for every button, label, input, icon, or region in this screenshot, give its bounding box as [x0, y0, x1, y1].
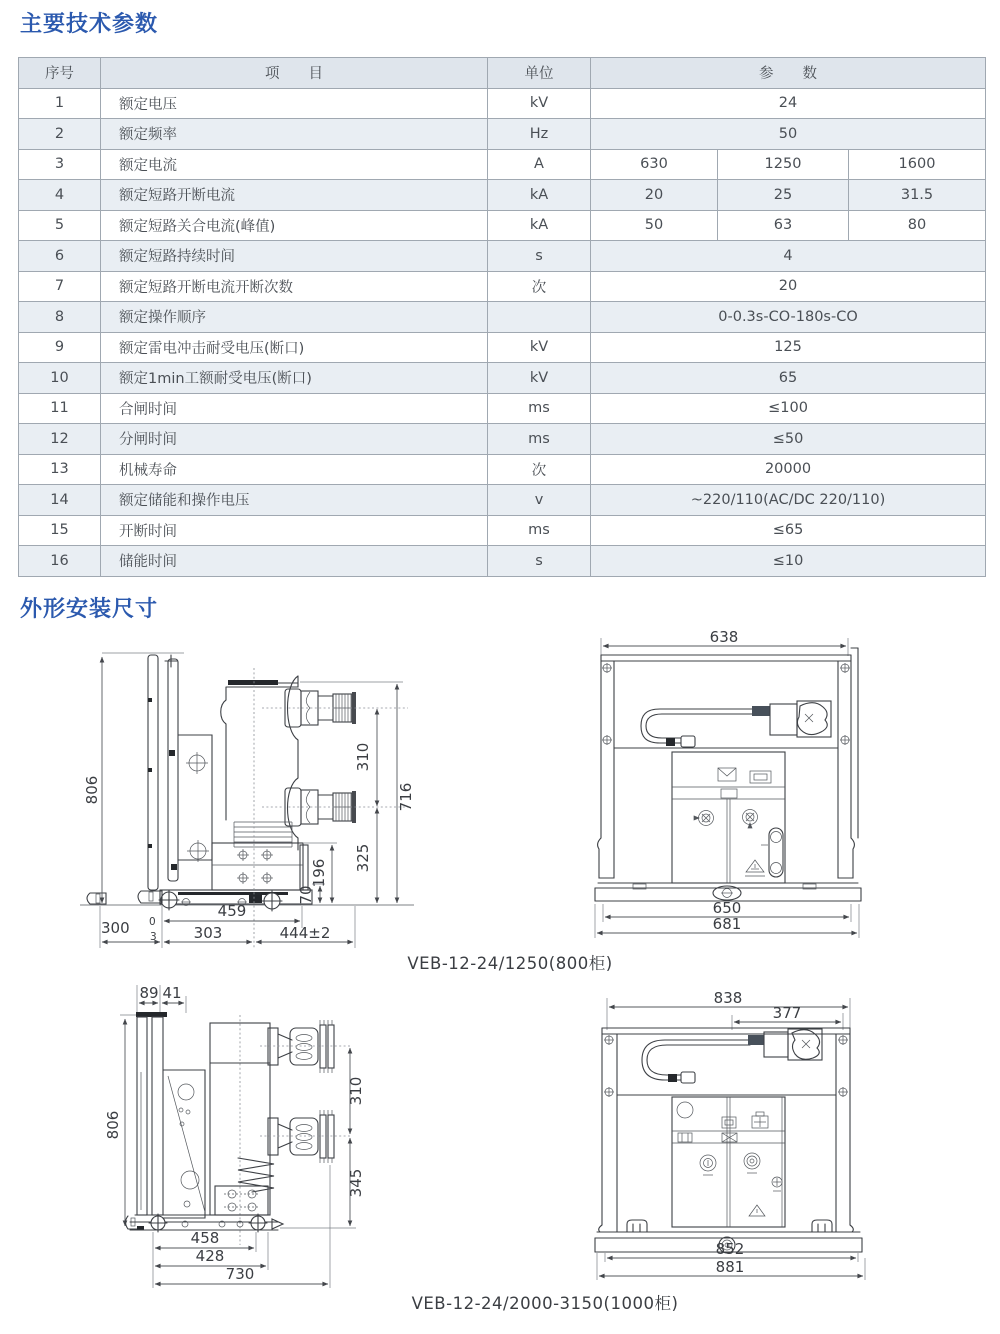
- cell-unit: kA: [488, 210, 591, 241]
- cell-item: 额定短路关合电流(峰值): [101, 210, 488, 241]
- dim-444: 444±2: [279, 924, 331, 942]
- cell-item: 合闸时间: [101, 393, 488, 424]
- cell-no: 5: [19, 210, 101, 241]
- table-row: [19, 271, 986, 302]
- cell-item: 开断时间: [101, 515, 488, 546]
- drawing-side-view-800: [78, 632, 420, 962]
- section2-title: 外形安装尺寸: [20, 597, 159, 622]
- cell-item: 额定电流: [101, 149, 488, 180]
- table-row: [19, 332, 986, 363]
- cell-item: 额定1min工额耐受电压(断口): [101, 363, 488, 394]
- header-item: 项 目: [101, 58, 488, 89]
- dim-89: 89: [139, 984, 159, 1002]
- drawing-side-view-1000: [98, 978, 384, 1296]
- dim-638: 638: [709, 628, 739, 646]
- header-no: 序号: [19, 58, 101, 89]
- dim-310b: 310: [347, 1076, 365, 1106]
- cell-no: 7: [19, 271, 101, 302]
- cell-value: ≤100: [591, 393, 986, 424]
- cell-item: 分闸时间: [101, 424, 488, 455]
- cell-value: 630: [591, 149, 718, 180]
- cell-value: 50: [591, 210, 718, 241]
- cell-value: 20: [591, 271, 986, 302]
- dim-806: 806: [83, 775, 101, 805]
- spec-table-body: [19, 88, 986, 576]
- table-row: [19, 485, 986, 516]
- cell-value: 31.5: [849, 180, 986, 211]
- cell-value: ≤10: [591, 546, 986, 577]
- dim-459: 459: [217, 902, 247, 920]
- dim-325: 325: [354, 843, 372, 873]
- dim-458: 458: [190, 1229, 220, 1247]
- table-header-row: [19, 58, 986, 89]
- cell-value: ~220/110(AC/DC 220/110): [591, 485, 986, 516]
- cell-no: 4: [19, 180, 101, 211]
- cell-value: 1600: [849, 149, 986, 180]
- cell-no: 15: [19, 515, 101, 546]
- cell-unit: s: [488, 241, 591, 272]
- page-title: 主要技术参数: [20, 12, 159, 37]
- table-row: [19, 88, 986, 119]
- cell-value: 50: [591, 119, 986, 150]
- dim-852: 852: [715, 1240, 745, 1258]
- drawing-front-view-800: [585, 628, 877, 948]
- dim-806b: 806: [104, 1110, 122, 1140]
- cell-value: 80: [849, 210, 986, 241]
- dim-650: 650: [712, 899, 742, 917]
- cell-value: 125: [591, 332, 986, 363]
- table-row: [19, 180, 986, 211]
- cell-no: 14: [19, 485, 101, 516]
- dim-377: 377: [772, 1004, 802, 1022]
- dim-41: 41: [162, 984, 182, 1002]
- cell-no: 12: [19, 424, 101, 455]
- dim-300-tol-upper: 0: [149, 916, 156, 928]
- table-row: [19, 241, 986, 272]
- cell-value: 0-0.3s-CO-180s-CO: [591, 302, 986, 333]
- cell-no: 6: [19, 241, 101, 272]
- drawing-caption-800: VEB-12-24/1250(800柜): [407, 954, 613, 973]
- table-row: [19, 210, 986, 241]
- cell-no: 10: [19, 363, 101, 394]
- header-unit: 单位: [488, 58, 591, 89]
- table-row: [19, 119, 986, 150]
- dim-730: 730: [225, 1265, 255, 1283]
- cell-unit: 次: [488, 454, 591, 485]
- dim-681: 681: [712, 915, 742, 933]
- cell-value: ≤65: [591, 515, 986, 546]
- cell-unit: kV: [488, 332, 591, 363]
- table-row: [19, 149, 986, 180]
- cell-item: 额定短路开断电流开断次数: [101, 271, 488, 302]
- drawing-caption-1000: VEB-12-24/2000-3150(1000柜): [411, 1294, 679, 1313]
- dim-838: 838: [713, 990, 743, 1007]
- cell-value: 4: [591, 241, 986, 272]
- cell-unit: kV: [488, 363, 591, 394]
- dim-310: 310: [354, 742, 372, 772]
- table-row: [19, 393, 986, 424]
- cell-item: 机械寿命: [101, 454, 488, 485]
- cell-no: 1: [19, 88, 101, 119]
- cell-unit: ms: [488, 424, 591, 455]
- cell-no: 3: [19, 149, 101, 180]
- dim-428: 428: [195, 1247, 225, 1265]
- cell-item: 额定雷电冲击耐受电压(断口): [101, 332, 488, 363]
- dim-716: 716: [397, 782, 415, 812]
- cell-value: 24: [591, 88, 986, 119]
- cell-item: 额定操作顺序: [101, 302, 488, 333]
- cell-no: 2: [19, 119, 101, 150]
- cell-item: 额定频率: [101, 119, 488, 150]
- cell-unit: Hz: [488, 119, 591, 150]
- cell-value: 1250: [718, 149, 849, 180]
- table-row: [19, 515, 986, 546]
- spec-table: [18, 57, 986, 577]
- cell-unit: v: [488, 485, 591, 516]
- cell-item: 额定储能和操作电压: [101, 485, 488, 516]
- dim-881: 881: [715, 1258, 745, 1276]
- table-row: [19, 546, 986, 577]
- cell-value: 63: [718, 210, 849, 241]
- cell-unit: ms: [488, 393, 591, 424]
- cell-unit: kV: [488, 88, 591, 119]
- table-row: [19, 363, 986, 394]
- cell-no: 8: [19, 302, 101, 333]
- cell-unit: s: [488, 546, 591, 577]
- dim-300-tol-lower: 3: [150, 931, 157, 943]
- cell-item: 额定短路开断电流: [101, 180, 488, 211]
- dim-345: 345: [347, 1168, 365, 1198]
- table-row: [19, 424, 986, 455]
- cell-unit: A: [488, 149, 591, 180]
- cell-item: 额定短路持续时间: [101, 241, 488, 272]
- cell-value: 25: [718, 180, 849, 211]
- table-row: [19, 302, 986, 333]
- drawing-front-view-1000: [592, 990, 878, 1290]
- cell-unit: ms: [488, 515, 591, 546]
- cell-no: 16: [19, 546, 101, 577]
- cell-value: 20000: [591, 454, 986, 485]
- cell-value: 65: [591, 363, 986, 394]
- cell-unit: 次: [488, 271, 591, 302]
- table-row: [19, 454, 986, 485]
- cell-item: 储能时间: [101, 546, 488, 577]
- cell-value: ≤50: [591, 424, 986, 455]
- header-param: 参 数: [591, 58, 986, 89]
- cell-unit: kA: [488, 180, 591, 211]
- dim-300: 300: [101, 919, 130, 937]
- cell-no: 11: [19, 393, 101, 424]
- cell-no: 9: [19, 332, 101, 363]
- cell-unit: [488, 302, 591, 333]
- cell-item: 额定电压: [101, 88, 488, 119]
- cell-value: 20: [591, 180, 718, 211]
- dim-70: 70: [297, 885, 315, 905]
- cell-no: 13: [19, 454, 101, 485]
- dim-196: 196: [310, 858, 328, 888]
- dim-303: 303: [193, 924, 223, 942]
